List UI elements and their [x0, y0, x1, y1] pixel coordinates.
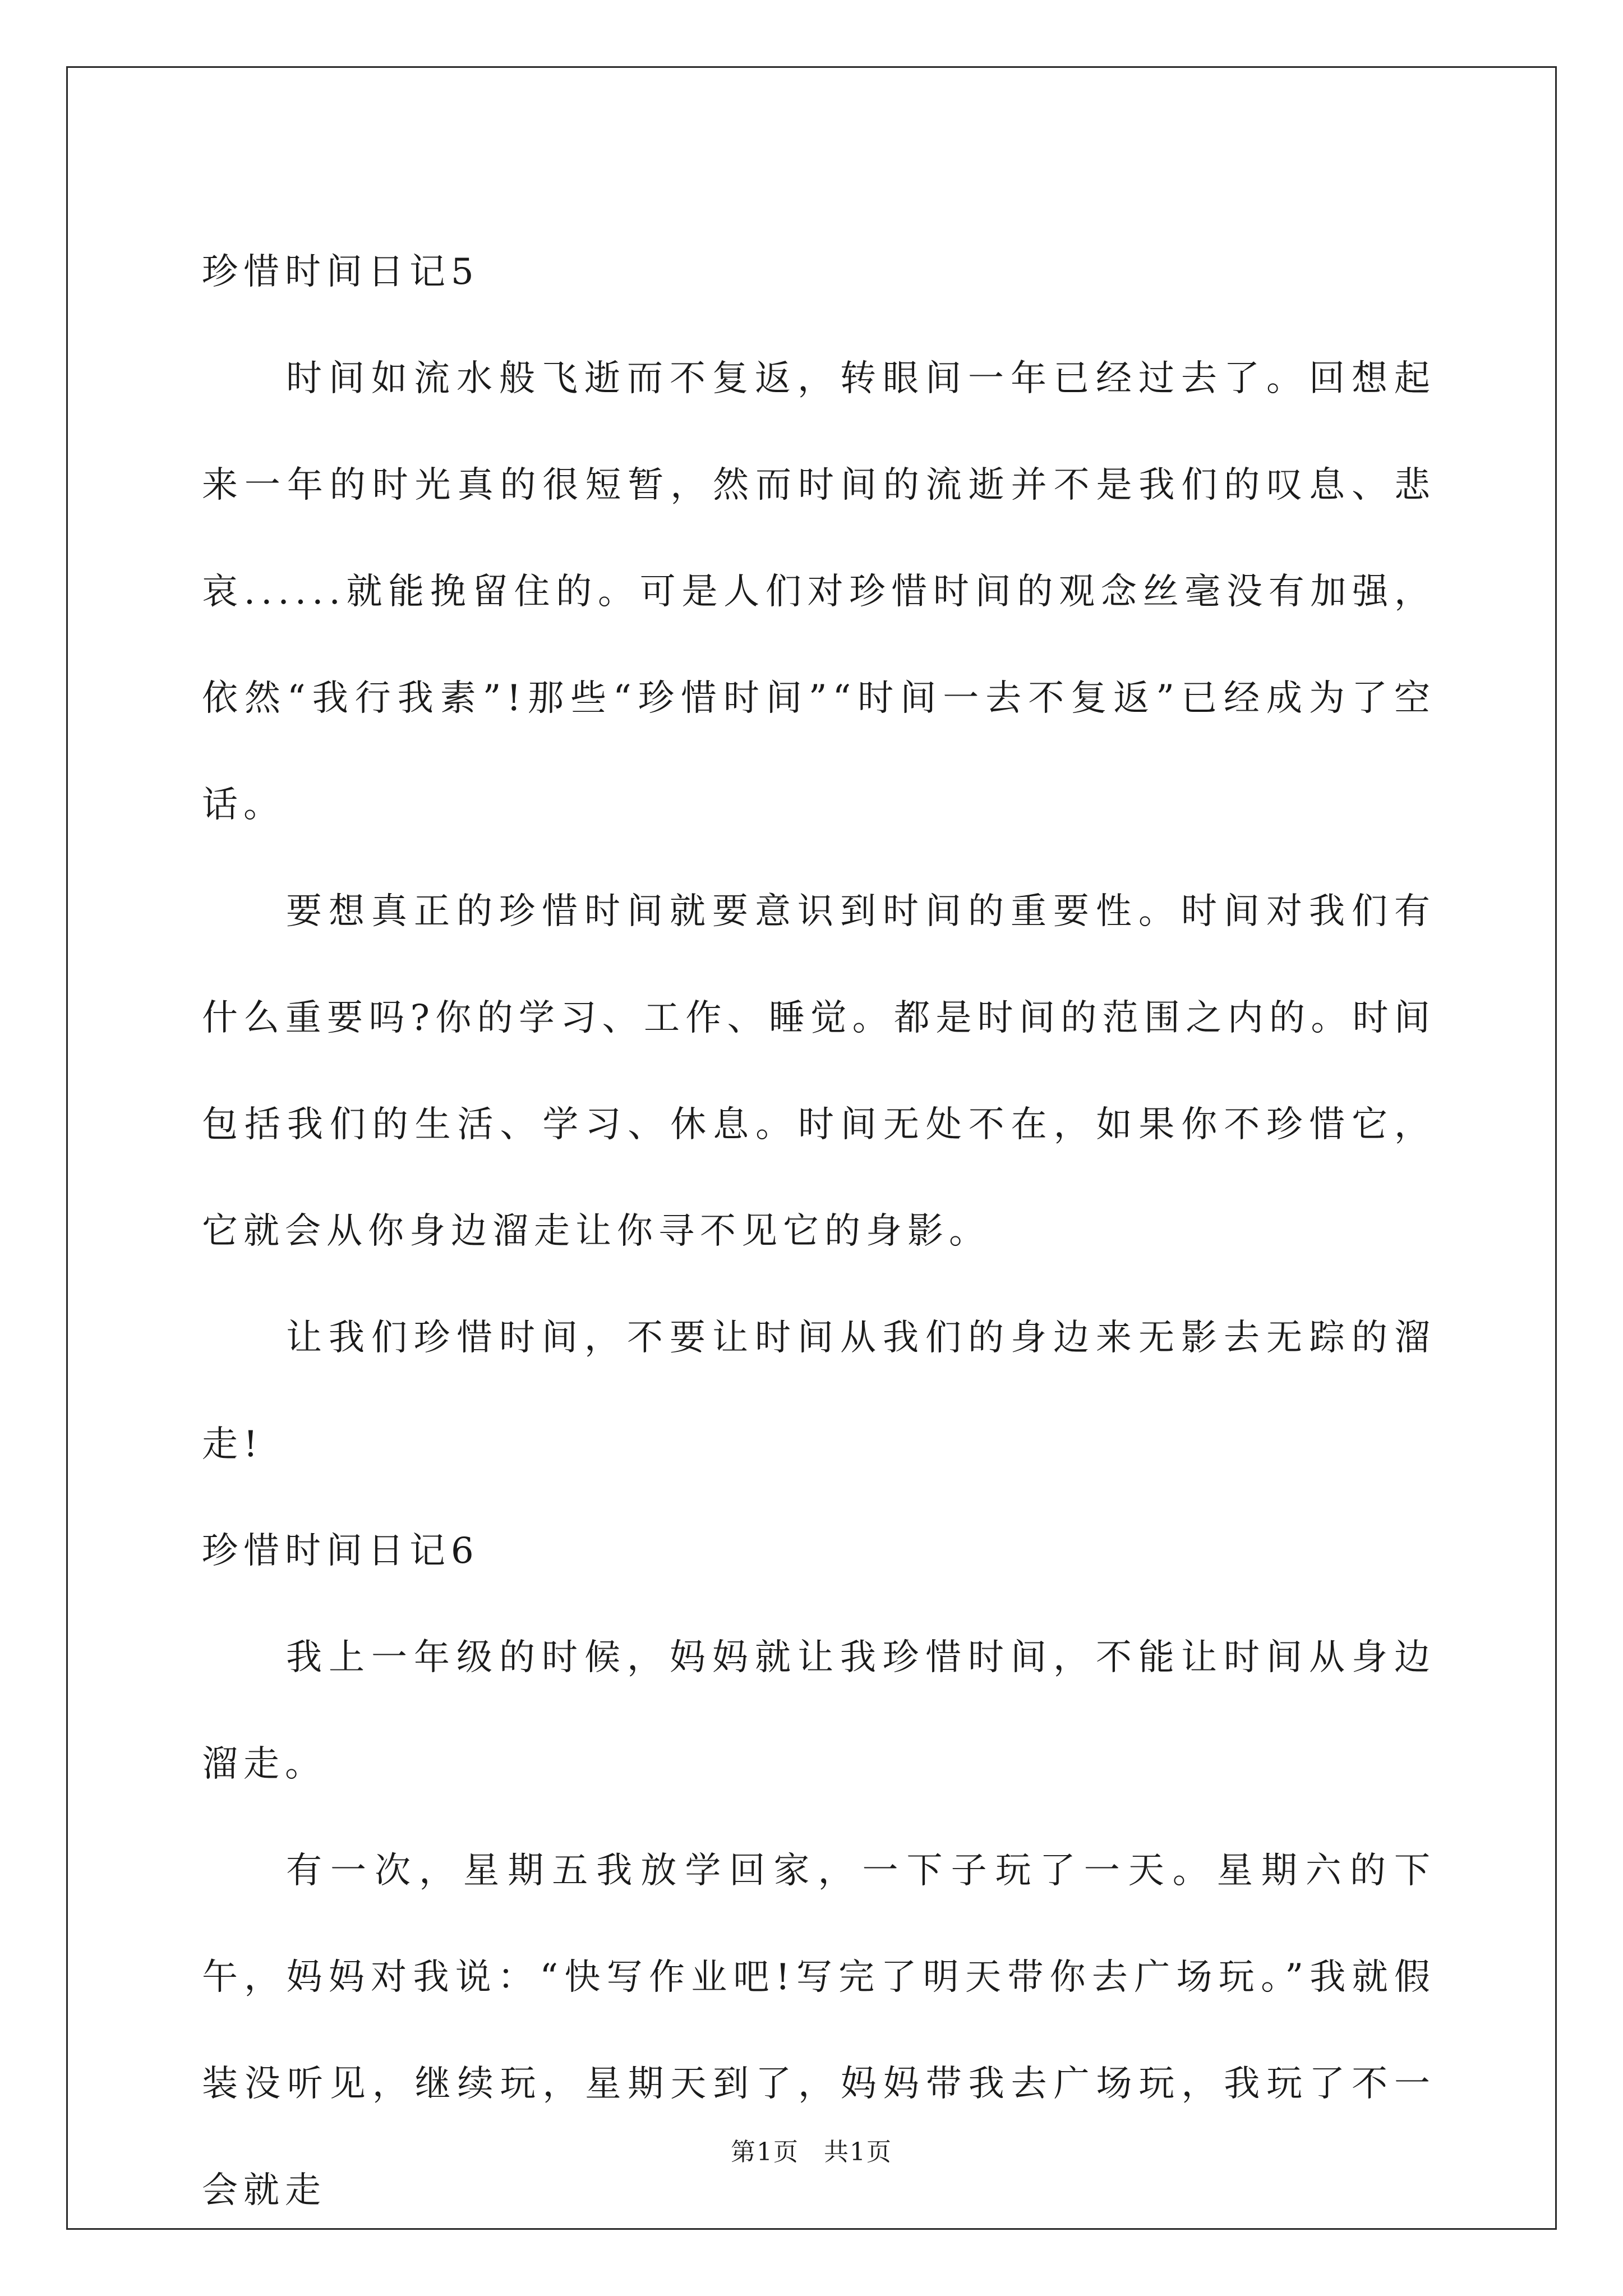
- page-footer: [0, 2132, 1623, 2168]
- page-number: 第1页: [731, 2138, 799, 2166]
- paragraph: 让我们珍惜时间，不要让时间从我们的身边来无影去无踪的溜走!: [202, 1317, 1436, 1465]
- paragraph: 时间如流水般飞逝而不复返，转眼间一年已经过去了。回想起来一年的时光真的很短暂，然而时间的流逝并不是我们的叹息、悲哀......就能挽留住的。可是人们对珍惜时间的观念丝毫没有加强，依然“我行我素”!那些“珍惜时间”“时间一去不复返”已经成为了空话。: [202, 358, 1436, 826]
- document-body: [202, 219, 1436, 2244]
- page-total: 共1页: [824, 2138, 892, 2166]
- section-title: 珍惜时间日记6: [202, 1530, 479, 1572]
- paragraph: 我上一年级的时候，妈妈就让我珍惜时间，不能让时间从身边溜走。: [202, 1637, 1436, 1785]
- section-title: 珍惜时间日记5: [202, 251, 479, 293]
- paragraph: 有一次，星期五我放学回家，一下子玩了一天。星期六的下午，妈妈对我说：“快写作业吧!写完了明天带你去广场玩。”我就假装没听见，继续玩，星期天到了，妈妈带我去广场玩，我玩了不一会就走: [202, 1850, 1436, 2211]
- paragraph: 要想真正的珍惜时间就要意识到时间的重要性。时间对我们有什么重要吗?你的学习、工作、睡觉。都是时间的范围之内的。时间包括我们的生活、学习、休息。时间无处不在，如果你不珍惜它，它就会从你身边溜走让你寻不见它的身影。: [202, 891, 1436, 1252]
